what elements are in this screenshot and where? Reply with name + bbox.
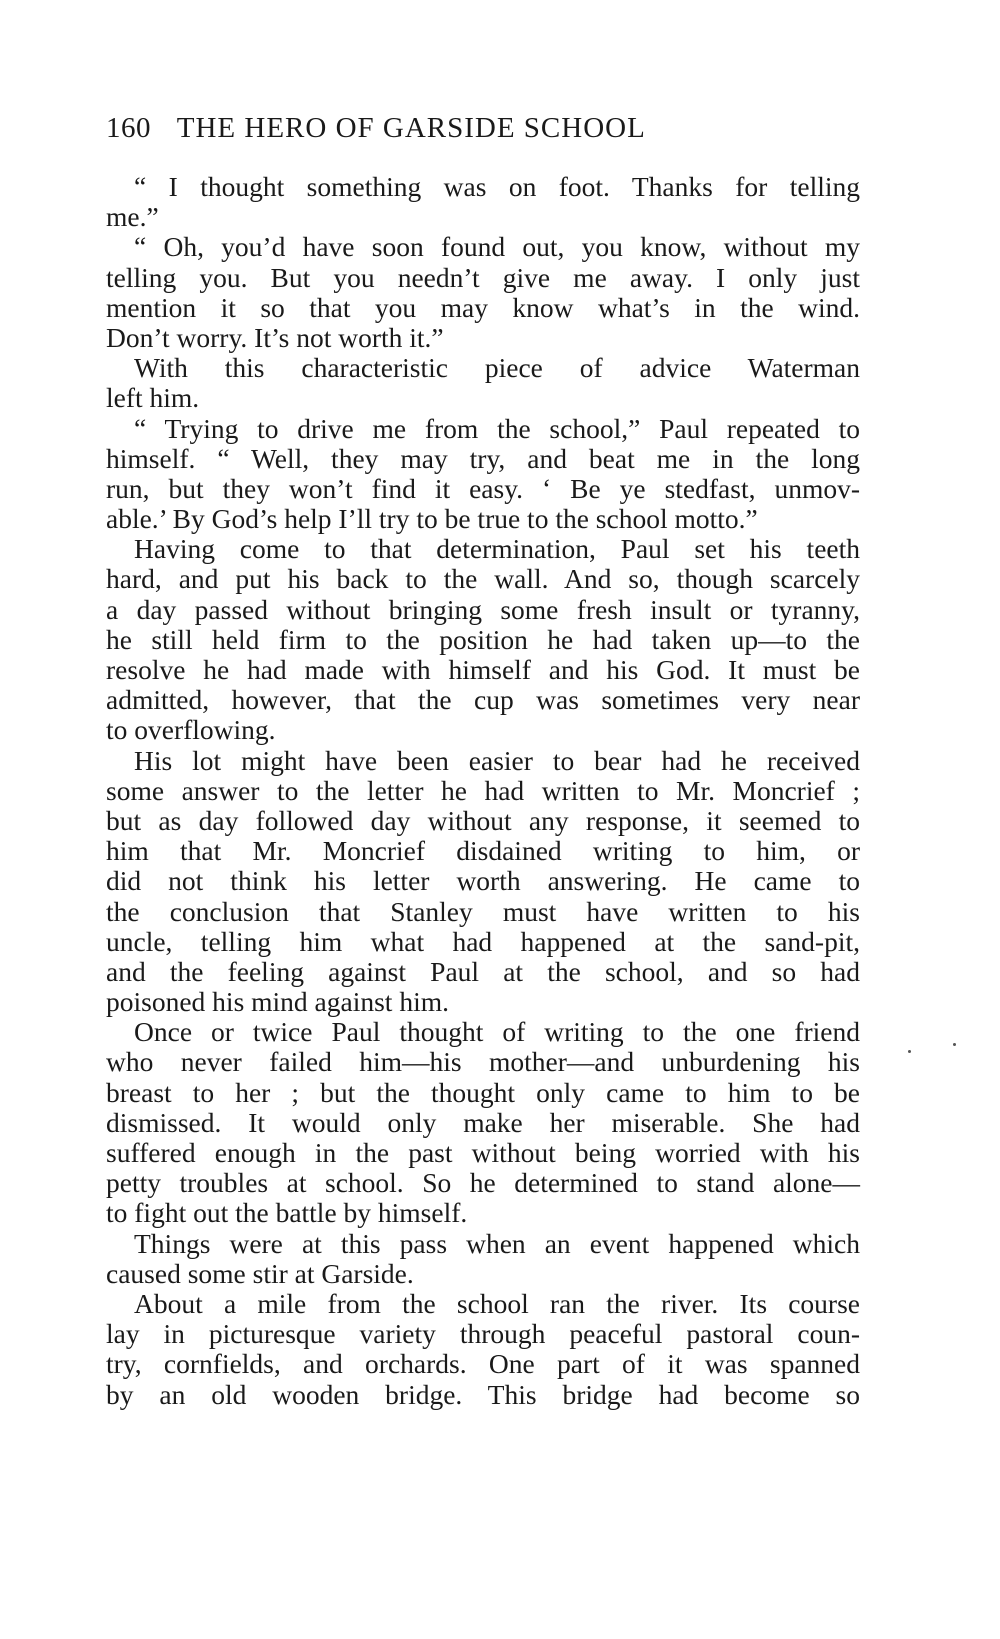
text-line: poisoned his mind against him.: [106, 986, 449, 1018]
text-line: “ I thought something was on foot. Thanks for telling: [134, 171, 860, 202]
text-line: the conclusion that Stanley must have written to his: [106, 895, 860, 927]
text-line: mention it so that you may know what’s in the wind.: [106, 291, 860, 323]
text-line: a day passed without bringing some fresh insult or tyranny,: [106, 593, 860, 625]
text-line: “ Trying to drive me from the school,” Paul repeated to: [134, 412, 860, 444]
text-line: “ Oh, you’d have soon found out, you know, without my: [134, 231, 860, 263]
text-line: His lot might have been easier to bear had he received: [134, 744, 860, 776]
page-header: [106, 112, 866, 152]
body-text: [106, 172, 860, 1410]
text-line: Things were at this pass when an event happened which: [134, 1227, 860, 1259]
text-line: breast to her ; but the thought only came to him to be: [106, 1076, 860, 1108]
text-line: With this characteristic piece of advice Waterman: [134, 352, 860, 384]
text-line: but as day followed day without any response, it seemed to: [106, 804, 860, 836]
text-line: admitted, however, that the cup was sometimes very near: [106, 684, 860, 716]
text-line: to overflowing.: [106, 714, 276, 746]
page-speck: [953, 1043, 956, 1046]
text-line: some answer to the letter he had written to Mr. Moncrief ;: [106, 774, 860, 806]
text-line: did not think his letter worth answering. He came to: [106, 865, 860, 897]
text-line: he still held firm to the position he had taken up—to the: [106, 623, 860, 655]
text-line: resolve he had made with himself and his God. It must be: [106, 654, 860, 685]
text-line: Having come to that determination, Paul set his teeth: [134, 533, 860, 565]
text-line: me.”: [106, 201, 159, 233]
text-line: himself. “ Well, they may try, and beat me in the long: [106, 442, 860, 474]
running-head: THE HERO OF GARSIDE SCHOOL: [176, 112, 646, 144]
text-line: telling you. But you needn’t give me away. I only just: [106, 261, 860, 293]
text-line: uncle, telling him what had happened at the sand-pit,: [106, 925, 860, 957]
text-line: lay in picturesque variety through peaceful pastoral coun-: [106, 1318, 860, 1350]
text-line: caused some stir at Garside.: [106, 1257, 414, 1289]
text-line: hard, and put his back to the wall. And so, though scarcely: [106, 563, 860, 595]
text-line: to fight out the battle by himself.: [106, 1197, 468, 1229]
text-line: suffered enough in the past without being worried with his: [106, 1137, 860, 1168]
text-line: left him.: [106, 382, 200, 414]
text-line: run, but they won’t find it easy. ‘ Be ye stedfast, unmov-: [106, 472, 860, 504]
text-line: and the feeling against Paul at the school, and so had: [106, 955, 860, 987]
text-line: petty troubles at school. So he determined to stand alone—: [106, 1167, 860, 1199]
text-line: who never failed him—his mother—and unburdening his: [106, 1046, 860, 1078]
page-speck: [908, 1050, 911, 1053]
text-line: him that Mr. Moncrief disdained writing to him, or: [106, 835, 860, 867]
text-line: by an old wooden bridge. This bridge had become so: [106, 1378, 860, 1410]
text-line: Don’t worry. It’s not worth it.”: [106, 321, 444, 353]
text-line: dismissed. It would only make her miserable. She had: [106, 1106, 860, 1138]
text-line: About a mile from the school ran the river. Its course: [134, 1287, 860, 1319]
text-line: try, cornfields, and orchards. One part of it was spanned: [106, 1348, 860, 1380]
text-line: able.’ By God’s help I’ll try to be true to the school motto.”: [106, 503, 758, 535]
page-number: 160: [106, 112, 151, 144]
text-line: Once or twice Paul thought of writing to the one friend: [134, 1016, 860, 1048]
